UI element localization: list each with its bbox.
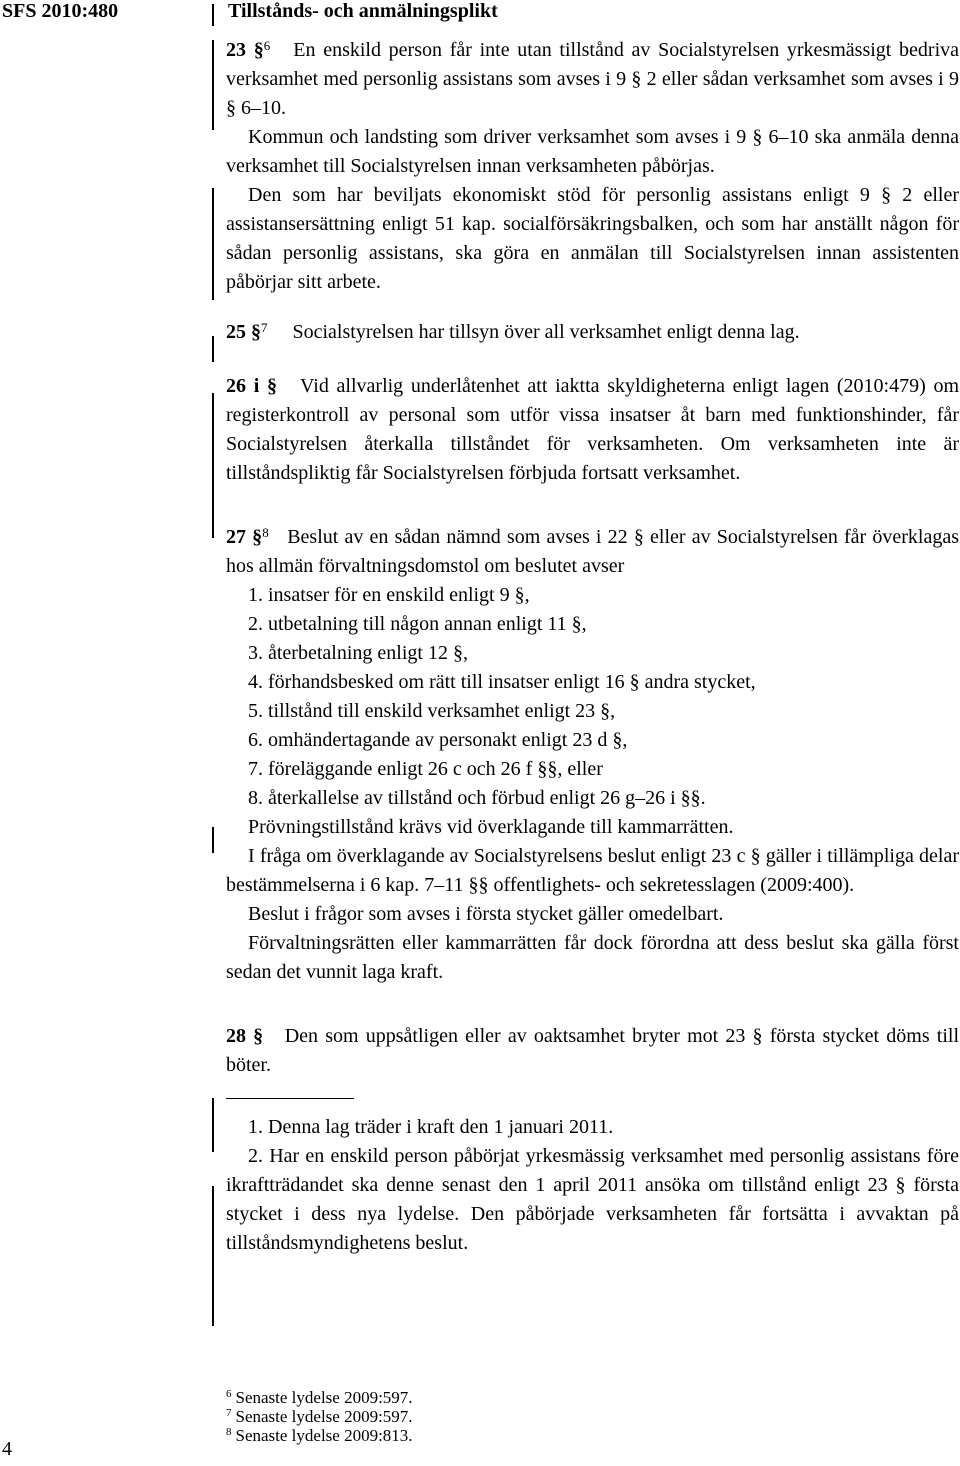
footnote	[226, 1388, 413, 1407]
document-id: SFS 2010:480	[2, 0, 119, 22]
section-25-paragraph	[226, 318, 959, 347]
change-bar-26i	[212, 393, 214, 538]
page-number: 4	[2, 1438, 12, 1460]
change-bar-23-p3	[212, 188, 214, 300]
section-23-paragraph-1	[226, 36, 959, 123]
section-28-number: 28 §	[226, 1025, 264, 1047]
footnote-number: 7	[226, 1407, 232, 1419]
list-item: 6. omhändertagande av personakt enligt 23 d §,	[248, 729, 628, 751]
section-27-paragraph-2: Prövningstillstånd krävs vid överklagande till kammarrätten.	[248, 816, 734, 838]
footnote-ref-8: 8	[262, 525, 269, 540]
change-bar-28	[212, 1098, 214, 1152]
footnote-text: Senaste lydelse 2009:597.	[235, 1388, 413, 1407]
footnotes	[226, 1388, 413, 1445]
section-26i-text: Vid allvarlig underlåtenhet att iaktta skyldigheterna enligt lagen (2010:479) om registerkontroll av personal som utför vissa insatser åt barn med funktionshinder, får Socialstyrelsen återkalla tillståndet för verksamheten. Om verksamheten inte är tillståndspliktig får Socialstyrelsen förbjuda fortsatt verksamhet.	[226, 375, 960, 484]
section-28-paragraph	[226, 1022, 959, 1080]
list-item: 1. insatser för en enskild enligt 9 §,	[248, 584, 530, 606]
footnote-text: Senaste lydelse 2009:813.	[235, 1426, 413, 1445]
footnote-ref-6: 6	[263, 38, 271, 53]
section-27-paragraph-5: Förvaltningsrätten eller kammarrätten får dock förordna att dess beslut ska gälla först sedan det vunnit laga kraft.	[226, 932, 959, 983]
change-bar-27-item8	[212, 827, 214, 853]
change-bar-23-p1	[212, 40, 214, 130]
footnote-text: Senaste lydelse 2009:597.	[235, 1407, 413, 1426]
list-item: 7. föreläggande enligt 26 c och 26 f §§, eller	[248, 758, 603, 780]
section-27-paragraph-3: I fråga om överklagande av Socialstyrelsens beslut enligt 23 c § gäller i tillämpliga delar bestämmelserna i 6 kap. 7–11 §§ offentlighets- och sekretesslagen (2009:400).	[226, 845, 959, 896]
transitional-paragraph-1: 1. Denna lag träder i kraft den 1 januari 2011.	[248, 1116, 614, 1138]
list-item: 8. återkallelse av tillstånd och förbud enligt 26 g–26 i §§.	[248, 787, 706, 809]
section-28-text: Den som uppsåtligen eller av oaktsamhet bryter mot 23 § första stycket döms till böter.	[226, 1025, 960, 1076]
transitional-paragraph-2: 2. Har en enskild person påbörjat yrkesmässig verksamhet med personlig assistans före ikraftträdandet ska denne senast den 1 april 2011 ansöka om tillstånd enligt 23 § första stycket i dess nya lydelse. Den påbörjade verksamheten får fortsätta i avvaktan på tillståndsmyndighetens beslut.	[226, 1145, 959, 1254]
section-heading: Tillstånds- och anmälningsplikt	[228, 0, 498, 22]
statute-body	[226, 36, 959, 1258]
footnote	[226, 1407, 413, 1426]
change-bar-transitional	[212, 1186, 214, 1326]
section-25-number: 25 §	[226, 321, 261, 343]
section-26i-paragraph	[226, 372, 959, 488]
footnote-number: 8	[226, 1426, 232, 1438]
section-23-paragraph-2: Kommun och landsting som driver verksamhet som avses i 9 § 6–10 ska anmäla denna verksamhet till Socialstyrelsen innan verksamheten påbörjas.	[226, 126, 959, 177]
list-item: 5. tillstånd till enskild verksamhet enligt 23 §,	[248, 700, 616, 722]
footnote	[226, 1426, 413, 1445]
section-23-number: 23 §	[226, 39, 264, 61]
transitional-divider	[226, 1098, 354, 1099]
footnote-ref-7: 7	[261, 320, 268, 335]
section-23-text-1: En enskild person får inte utan tillstånd av Socialstyrelsen yrkesmässigt bedriva verksamhet med personlig assistans som avses i 9 § 2 eller sådan verksamhet som avses i 9 § 6–10.	[226, 39, 960, 119]
section-27-paragraph-4: Beslut i frågor som avses i första stycket gäller omedelbart.	[248, 903, 724, 925]
list-item: 4. förhandsbesked om rätt till insatser enligt 16 § andra stycket,	[248, 671, 756, 693]
footnote-number: 6	[226, 1388, 232, 1400]
section-23-paragraph-3: Den som har beviljats ekonomiskt stöd för personlig assistans enligt 9 § 2 eller assistansersättning enligt 51 kap. socialförsäkringsbalken, och som har anställt någon för sådan personlig assistans, ska göra en anmälan till Socialstyrelsen innan assistenten påbörjar sitt arbete.	[226, 184, 959, 293]
section-25-text: Socialstyrelsen har tillsyn över all verksamhet enligt denna lag.	[292, 321, 800, 343]
section-27-intro-text: Beslut av en sådan nämnd som avses i 22 § eller av Socialstyrelsen får överklagas hos allmän förvaltningsdomstol om beslutet avser	[226, 526, 960, 577]
change-bar-25	[212, 336, 214, 362]
section-27-intro	[226, 523, 959, 581]
list-item: 3. återbetalning enligt 12 §,	[248, 642, 468, 664]
section-27-number: 27 §	[226, 526, 263, 548]
section-26i-number: 26 i §	[226, 375, 277, 397]
list-item: 2. utbetalning till någon annan enligt 11 §,	[248, 613, 587, 635]
header-change-bar	[212, 4, 214, 26]
